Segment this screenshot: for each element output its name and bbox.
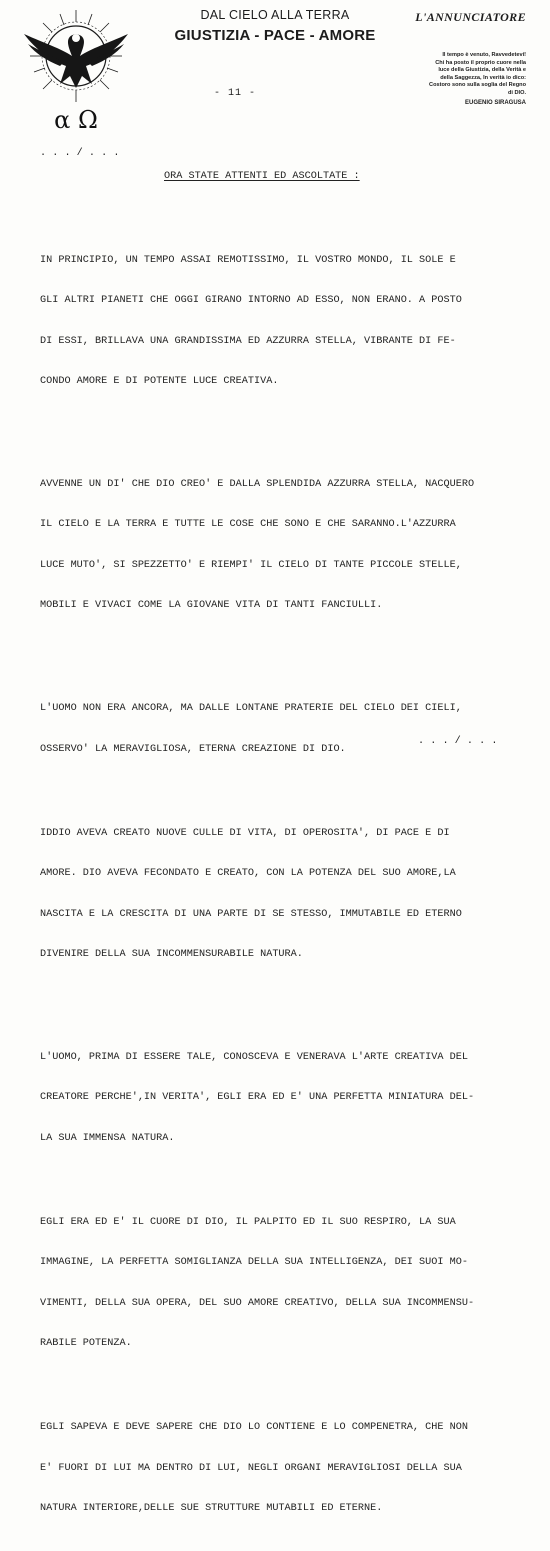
- text-line: VIMENTI, DELLA SUA OPERA, DEL SUO AMORE CREATIVO, DELLA SUA INCOMMENSU-: [40, 1297, 475, 1309]
- quote-line: di DIO.: [507, 89, 526, 96]
- text-line: E' FUORI DI LUI MA DENTRO DI LUI, NEGLI ORGANI MERAVIGLIOSI DELLA SUA: [40, 1462, 462, 1474]
- page-number: - 11 -: [214, 88, 257, 99]
- text-line: IMMAGINE, LA PERFETTA SOMIGLIANZA DELLA SUA INTELLIGENZA, DEI SUOI MO-: [40, 1257, 468, 1269]
- section-heading: ORA STATE ATTENTI ED ASCOLTATE :: [164, 171, 360, 182]
- text-line: NATURA INTERIORE,DELLE SUE STRUTTURE MUTABILI ED ETERNE.: [40, 1502, 383, 1514]
- quote-line: luce della Giustizia, della Verità e: [438, 67, 526, 74]
- masthead-title: L'ANNUNCIATORE: [415, 10, 526, 24]
- alpha-omega-letters: α Ω: [54, 106, 98, 134]
- paragraph: [40, 1192, 530, 1375]
- document-body: [40, 208, 530, 1551]
- paragraph: [40, 454, 530, 637]
- text-line: NASCITA E LA CRESCITA DI UNA PARTE DI SE STESSO, IMMUTABILE ED ETERNO: [40, 908, 462, 920]
- eagle-logo-icon: [16, 4, 136, 134]
- paragraph: [40, 678, 530, 781]
- text-line: CREATORE PERCHE',IN VERITA', EGLI ERA ED E' UNA PERFETTA MINIATURA DEL-: [40, 1092, 475, 1104]
- text-line: IL CIELO E LA TERRA E TUTTE LE COSE CHE SONO E CHE SARANNO.L'AZZURRA: [40, 519, 456, 531]
- header-title: DAL CIELO ALLA TERRA: [200, 8, 350, 22]
- paragraph: [40, 230, 530, 413]
- text-line: L'UOMO, PRIMA DI ESSERE TALE, CONOSCEVA E VENERAVA L'ARTE CREATIVA DEL: [40, 1052, 468, 1064]
- quote-author: EUGENIO SIRAGUSA: [464, 100, 526, 106]
- text-line: L'UOMO NON ERA ANCORA, MA DALLE LONTANE PRATERIE DEL CIELO DEI CIELI,: [40, 703, 462, 715]
- text-line: AMORE. DIO AVEVA FECONDATO E CREATO, CON LA POTENZA DEL SUO AMORE,LA: [40, 868, 456, 880]
- text-line: IN PRINCIPIO, UN TEMPO ASSAI REMOTISSIMO, IL VOSTRO MONDO, IL SOLE E: [40, 255, 456, 266]
- text-line: CONDO AMORE E DI POTENTE LUCE CREATIVA.: [40, 375, 279, 387]
- text-line: RABILE POTENZA.: [40, 1337, 132, 1349]
- quote-line: della Saggezza, In verità io dico:: [440, 74, 526, 81]
- text-line: DIVENIRE DELLA SUA INCOMMENSURABILE NATURA.: [40, 948, 303, 960]
- text-line: EGLI ERA ED E' IL CUORE DI DIO, IL PALPITO ED IL SUO RESPIRO, LA SUA: [40, 1217, 456, 1229]
- header-quote: [406, 52, 526, 98]
- paragraph: [40, 1027, 530, 1170]
- continuation-marker-bottom: . . . / . . .: [418, 736, 498, 747]
- header-subtitle: GIUSTIZIA - PACE - AMORE: [174, 27, 376, 44]
- quote-line: Chi ha posto il proprio cuore nella: [435, 59, 526, 66]
- text-line: OSSERVO' LA MERAVIGLIOSA, ETERNA CREAZIONE DI DIO.: [40, 743, 346, 755]
- text-line: GLI ALTRI PIANETI CHE OGGI GIRANO INTORNO AD ESSO, NON ERANO. A POSTO: [40, 295, 462, 307]
- text-line: EGLI SAPEVA E DEVE SAPERE CHE DIO LO CONTIENE E LO COMPENETRA, CHE NON: [40, 1422, 468, 1434]
- continuation-marker-top: . . . / . . .: [40, 148, 120, 159]
- text-line: LUCE MUTO', SI SPEZZETTO' E RIEMPI' IL CIELO DI TANTE PICCOLE STELLE,: [40, 559, 462, 571]
- text-line: IDDIO AVEVA CREATO NUOVE CULLE DI VITA, DI OPEROSITA', DI PACE E DI: [40, 827, 450, 839]
- text-line: DI ESSI, BRILLAVA UNA GRANDISSIMA ED AZZURRA STELLA, VIBRANTE DI FE-: [40, 335, 456, 347]
- text-line: LA SUA IMMENSA NATURA.: [40, 1132, 175, 1144]
- quote-line: Il tempo è venuto, Ravvedetevi!: [442, 52, 526, 58]
- paragraph: [40, 803, 530, 986]
- quote-line: Costoro sono sulla soglia del Regno: [429, 82, 526, 89]
- text-line: AVVENNE UN DI' CHE DIO CREO' E DALLA SPLENDIDA AZZURRA STELLA, NACQUERO: [40, 479, 475, 491]
- paragraph: [40, 1397, 530, 1540]
- text-line: MOBILI E VIVACI COME LA GIOVANE VITA DI TANTI FANCIULLI.: [40, 600, 383, 612]
